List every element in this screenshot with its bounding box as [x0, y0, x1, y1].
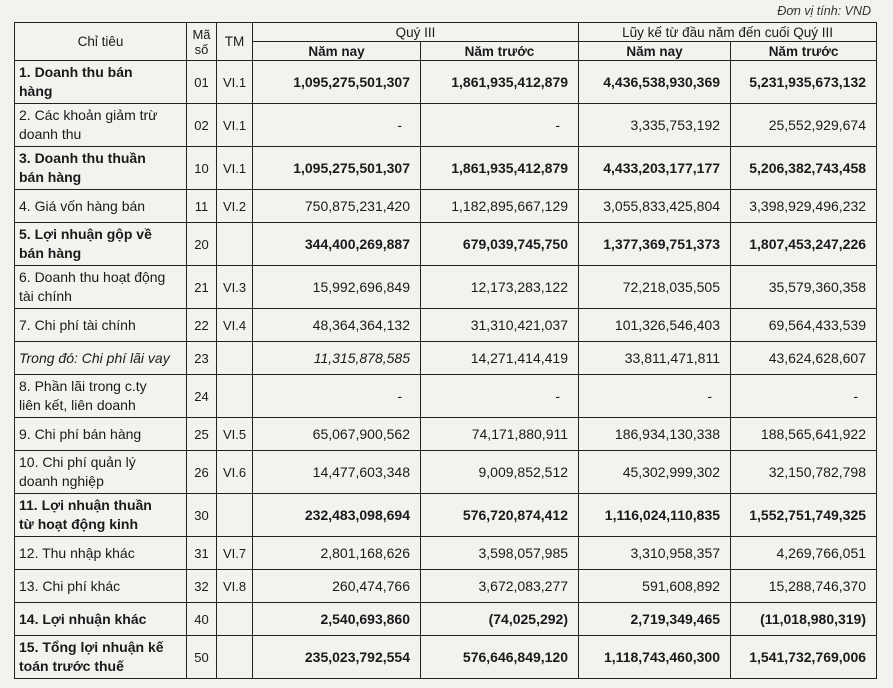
cell-quarter-last-year: 3,672,083,277	[421, 570, 579, 603]
header-ytd-last-year: Năm trước	[731, 42, 877, 61]
row-label-line1: 6. Doanh thu hoạt động	[19, 269, 166, 285]
cell-ytd-last-year: 1,541,732,769,006	[731, 636, 877, 679]
table-row	[15, 190, 877, 223]
header-quarter-last-year: Năm trước	[421, 42, 579, 61]
row-note-ref: VI.2	[217, 190, 253, 223]
cell-ytd-this-year: 3,335,753,192	[579, 104, 731, 147]
table-row	[15, 342, 877, 375]
cell-quarter-last-year: 12,173,283,122	[421, 266, 579, 309]
cell-quarter-last-year: -	[421, 104, 579, 147]
cell-quarter-this-year: 235,023,792,554	[253, 636, 421, 679]
row-label-line1: 13. Chi phí khác	[19, 577, 121, 594]
row-label-line1: 11. Lợi nhuận thuần	[19, 497, 152, 513]
row-label	[15, 342, 187, 375]
cell-ytd-last-year: 5,206,382,743,458	[731, 147, 877, 190]
row-label-line2: doanh thu	[19, 126, 82, 142]
row-note-ref: VI.8	[217, 570, 253, 603]
header-ytd-this-year: Năm nay	[579, 42, 731, 61]
row-label-line2: hàng	[19, 83, 53, 99]
cell-ytd-last-year: 43,624,628,607	[731, 342, 877, 375]
row-note-ref: VI.4	[217, 309, 253, 342]
row-label-line1: 5. Lợi nhuận gộp về	[19, 226, 152, 242]
row-label	[15, 603, 187, 636]
table-row	[15, 61, 877, 104]
cell-quarter-this-year: 260,474,766	[253, 570, 421, 603]
row-note-ref	[217, 342, 253, 375]
table-row	[15, 418, 877, 451]
row-label-line2: doanh nghiệp	[19, 473, 104, 489]
row-code: 30	[187, 494, 217, 537]
row-note-ref: VI.6	[217, 451, 253, 494]
row-note-ref: VI.3	[217, 266, 253, 309]
row-code: 01	[187, 61, 217, 104]
row-code: 24	[187, 375, 217, 418]
row-label	[15, 636, 187, 679]
row-label-line1: 3. Doanh thu thuần	[19, 150, 146, 166]
header-quarter: Quý III	[253, 23, 579, 42]
cell-ytd-last-year: 69,564,433,539	[731, 309, 877, 342]
row-note-ref: VI.7	[217, 537, 253, 570]
row-label	[15, 223, 187, 266]
row-code: 22	[187, 309, 217, 342]
row-label-line1: 10. Chi phí quản lý	[19, 454, 136, 470]
cell-ytd-last-year: 3,398,929,496,232	[731, 190, 877, 223]
header-ma-so-line1: Mã	[192, 26, 211, 42]
cell-ytd-this-year: 4,433,203,177,177	[579, 147, 731, 190]
row-label-line1: 8. Phần lãi trong c.ty	[19, 378, 147, 394]
cell-ytd-this-year: 72,218,035,505	[579, 266, 731, 309]
row-code: 11	[187, 190, 217, 223]
cell-ytd-last-year: 25,552,929,674	[731, 104, 877, 147]
row-label-line2: từ hoạt động kinh	[19, 516, 139, 532]
row-label	[15, 494, 187, 537]
table-row	[15, 375, 877, 418]
row-note-ref	[217, 375, 253, 418]
cell-ytd-last-year: 4,269,766,051	[731, 537, 877, 570]
cell-quarter-last-year: -	[421, 375, 579, 418]
row-label	[15, 147, 187, 190]
row-label-line2: bán hàng	[19, 245, 82, 261]
row-code: 26	[187, 451, 217, 494]
cell-ytd-last-year: 32,150,782,798	[731, 451, 877, 494]
row-label-line1: 9. Chi phí bán hàng	[19, 425, 142, 442]
header-chi-tieu: Chỉ tiêu	[15, 23, 187, 61]
unit-note: Đơn vị tính: VND	[777, 4, 871, 18]
cell-quarter-this-year: 15,992,696,849	[253, 266, 421, 309]
cell-ytd-last-year: 188,565,641,922	[731, 418, 877, 451]
cell-quarter-this-year: 14,477,603,348	[253, 451, 421, 494]
row-code: 23	[187, 342, 217, 375]
table-row	[15, 266, 877, 309]
cell-quarter-last-year: (74,025,292)	[421, 603, 579, 636]
row-label	[15, 309, 187, 342]
cell-quarter-last-year: 9,009,852,512	[421, 451, 579, 494]
cell-ytd-this-year: 45,302,999,302	[579, 451, 731, 494]
row-label-line1: 4. Giá vốn hàng bán	[19, 197, 146, 214]
row-label	[15, 61, 187, 104]
row-note-ref: VI.1	[217, 61, 253, 104]
table-row	[15, 603, 877, 636]
cell-quarter-this-year: -	[253, 375, 421, 418]
row-label-line1: 15. Tổng lợi nhuận kế	[19, 639, 164, 655]
cell-ytd-last-year: 1,552,751,749,325	[731, 494, 877, 537]
table-row	[15, 494, 877, 537]
cell-ytd-this-year: 3,055,833,425,804	[579, 190, 731, 223]
cell-ytd-last-year: 15,288,746,370	[731, 570, 877, 603]
row-label	[15, 418, 187, 451]
cell-ytd-this-year: 3,310,958,357	[579, 537, 731, 570]
table-row	[15, 309, 877, 342]
cell-quarter-this-year: 2,540,693,860	[253, 603, 421, 636]
row-label-line1: Trong đó: Chi phí lãi vay	[19, 349, 170, 366]
table-row	[15, 223, 877, 266]
header-tm: TM	[217, 23, 253, 61]
row-note-ref: VI.1	[217, 147, 253, 190]
row-label	[15, 537, 187, 570]
row-label-line2: tài chính	[19, 288, 72, 304]
cell-quarter-last-year: 576,646,849,120	[421, 636, 579, 679]
cell-quarter-this-year: 232,483,098,694	[253, 494, 421, 537]
cell-ytd-this-year: 2,719,349,465	[579, 603, 731, 636]
row-code: 40	[187, 603, 217, 636]
row-code: 31	[187, 537, 217, 570]
cell-quarter-last-year: 1,861,935,412,879	[421, 147, 579, 190]
table-row	[15, 451, 877, 494]
cell-quarter-this-year: 65,067,900,562	[253, 418, 421, 451]
cell-ytd-last-year: 35,579,360,358	[731, 266, 877, 309]
cell-ytd-this-year: 1,116,024,110,835	[579, 494, 731, 537]
row-label-line2: liên kết, liên doanh	[19, 397, 136, 413]
cell-quarter-this-year: 344,400,269,887	[253, 223, 421, 266]
table-row	[15, 147, 877, 190]
cell-quarter-last-year: 576,720,874,412	[421, 494, 579, 537]
row-note-ref: VI.1	[217, 104, 253, 147]
cell-ytd-this-year: 4,436,538,930,369	[579, 61, 731, 104]
cell-ytd-this-year: 101,326,546,403	[579, 309, 731, 342]
header-quarter-this-year: Năm nay	[253, 42, 421, 61]
table-row	[15, 570, 877, 603]
cell-ytd-this-year: 1,377,369,751,373	[579, 223, 731, 266]
table-body	[15, 61, 877, 679]
cell-quarter-this-year: -	[253, 104, 421, 147]
cell-ytd-last-year: 1,807,453,247,226	[731, 223, 877, 266]
row-label	[15, 451, 187, 494]
cell-ytd-last-year: 5,231,935,673,132	[731, 61, 877, 104]
row-note-ref	[217, 494, 253, 537]
cell-ytd-this-year: 591,608,892	[579, 570, 731, 603]
row-note-ref: VI.5	[217, 418, 253, 451]
row-note-ref	[217, 223, 253, 266]
table-row	[15, 104, 877, 147]
row-code: 20	[187, 223, 217, 266]
row-code: 25	[187, 418, 217, 451]
cell-quarter-last-year: 3,598,057,985	[421, 537, 579, 570]
row-label-line1: 1. Doanh thu bán	[19, 64, 133, 80]
row-code: 02	[187, 104, 217, 147]
row-label-line1: 7. Chi phí tài chính	[19, 316, 136, 333]
cell-quarter-this-year: 1,095,275,501,307	[253, 147, 421, 190]
row-label-line1: 12. Thu nhập khác	[19, 544, 135, 561]
cell-ytd-this-year: -	[579, 375, 731, 418]
cell-ytd-this-year: 33,811,471,811	[579, 342, 731, 375]
header-ma-so	[187, 23, 217, 61]
row-label	[15, 104, 187, 147]
row-note-ref	[217, 603, 253, 636]
row-label	[15, 375, 187, 418]
table-row	[15, 537, 877, 570]
header-ma-so-line2: số	[194, 41, 209, 57]
cell-quarter-this-year: 2,801,168,626	[253, 537, 421, 570]
cell-quarter-this-year: 750,875,231,420	[253, 190, 421, 223]
cell-ytd-this-year: 1,118,743,460,300	[579, 636, 731, 679]
cell-quarter-last-year: 31,310,421,037	[421, 309, 579, 342]
row-label	[15, 190, 187, 223]
cell-quarter-last-year: 1,861,935,412,879	[421, 61, 579, 104]
cell-quarter-this-year: 48,364,364,132	[253, 309, 421, 342]
cell-quarter-last-year: 74,171,880,911	[421, 418, 579, 451]
row-code: 10	[187, 147, 217, 190]
row-label-line2: bán hàng	[19, 169, 82, 185]
cell-ytd-last-year: -	[731, 375, 877, 418]
header-ytd: Lũy kế từ đầu năm đến cuối Quý III	[579, 23, 877, 42]
row-code: 50	[187, 636, 217, 679]
row-code: 32	[187, 570, 217, 603]
row-label-line1: 14. Lợi nhuận khác	[19, 610, 147, 627]
cell-ytd-last-year: (11,018,980,319)	[731, 603, 877, 636]
row-label	[15, 266, 187, 309]
cell-quarter-this-year: 1,095,275,501,307	[253, 61, 421, 104]
cell-quarter-last-year: 1,182,895,667,129	[421, 190, 579, 223]
cell-quarter-this-year: 11,315,878,585	[253, 342, 421, 375]
row-code: 21	[187, 266, 217, 309]
row-note-ref	[217, 636, 253, 679]
cell-quarter-last-year: 679,039,745,750	[421, 223, 579, 266]
cell-quarter-last-year: 14,271,414,419	[421, 342, 579, 375]
row-label-line1: 2. Các khoản giảm trừ	[19, 107, 158, 123]
row-label	[15, 570, 187, 603]
income-statement-table	[14, 22, 877, 679]
cell-ytd-this-year: 186,934,130,338	[579, 418, 731, 451]
row-label-line2: toán trước thuế	[19, 658, 124, 674]
table-row	[15, 636, 877, 679]
